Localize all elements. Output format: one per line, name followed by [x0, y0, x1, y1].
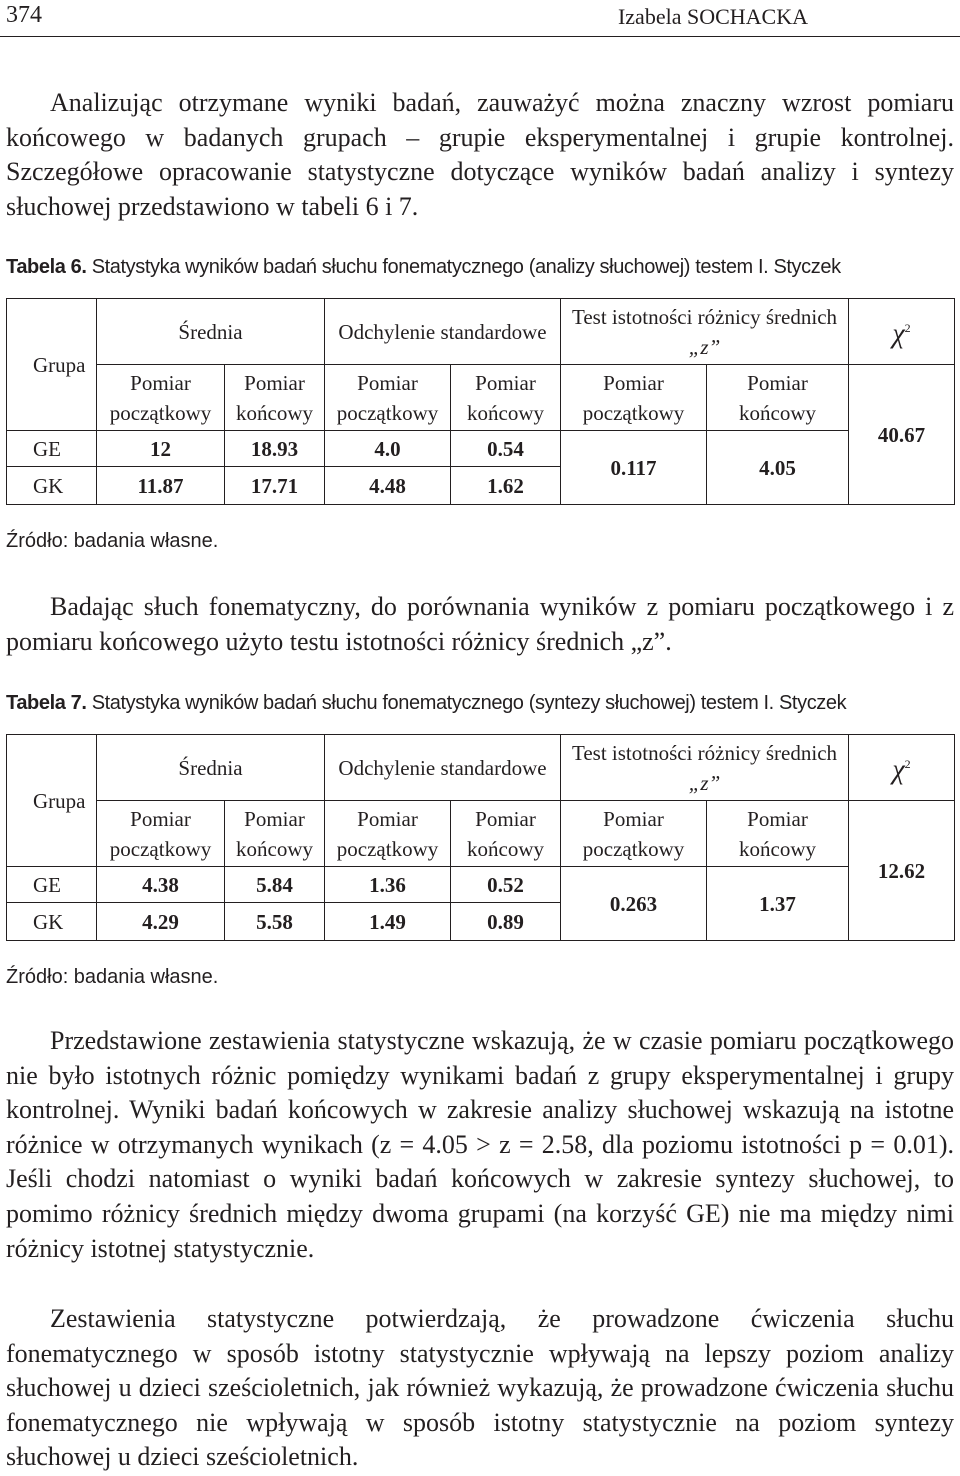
table6-head-mean-start: Pomiar początkowy	[97, 365, 225, 431]
table6-gk-mean-start: 11.87	[97, 467, 225, 505]
table7-gk-mean-end: 5.58	[225, 903, 325, 941]
table7-head-test	[561, 735, 849, 801]
table7	[6, 734, 955, 941]
chi-symbol: χ	[892, 318, 905, 350]
table6-head-test	[561, 299, 849, 365]
table6-chi-value: 40.67	[849, 365, 955, 505]
table7-head-test-label: Test istotności różnicy średnich	[571, 740, 838, 765]
table7-gk-mean-start: 4.29	[97, 903, 225, 941]
table7-head-z-start: Pomiar początkowy	[561, 801, 707, 867]
running-head-author: Izabela SOCHACKA	[617, 4, 808, 29]
table6-z-start: 0.117	[561, 431, 707, 505]
table7-z-start: 0.263	[561, 867, 707, 941]
table7-ge-mean-end: 5.84	[225, 867, 325, 903]
table6-head-srednia: Średnia	[97, 299, 325, 365]
table6-caption-text: Statystyka wyników badań słuchu fonematycznego (analizy słuchowej) testem I. Styczek	[91, 256, 841, 278]
table6-head-grupa: Grupa	[7, 299, 97, 431]
chi-symbol: χ	[892, 754, 905, 786]
table7-caption-label: Tabela 7.	[6, 692, 87, 714]
paragraph-method	[6, 590, 954, 659]
table7-head-srednia: Średnia	[97, 735, 325, 801]
table7-ge-sd-start: 1.36	[325, 867, 451, 903]
table6-head-test-label: Test istotności różnicy średnich	[571, 304, 838, 329]
table7-head-sd-start: Pomiar początkowy	[325, 801, 451, 867]
table-row	[7, 867, 955, 903]
table6-ge-mean-end: 18.93	[225, 431, 325, 467]
table7-ge-group: GE	[7, 867, 97, 903]
table6-gk-group: GK	[7, 467, 97, 505]
table7-head-mean-end: Pomiar końcowy	[225, 801, 325, 867]
page-header	[0, 0, 960, 37]
table6-gk-sd-start: 4.48	[325, 467, 451, 505]
paragraph-intro: Analizując otrzymane wyniki badań, zauważyć można znaczny wzrost pomiaru końcowego w badanych grupach – grupie eksperymentalnej i grupie kontrolnej. Szczegółowe opracowanie statystyczne dotyczące wyników badań analizy i syntezy słuchowej przedstawiono w tabeli 6 i 7.	[6, 88, 954, 221]
table6-ge-sd-end: 0.54	[451, 431, 561, 467]
table7-head-odchylenie: Odchylenie standardowe	[325, 735, 561, 801]
table7-gk-sd-start: 1.49	[325, 903, 451, 941]
table7-ge-mean-start: 4.38	[97, 867, 225, 903]
paragraph-summary: Zestawienia statystyczne potwierdzają, że prowadzone ćwiczenia słuchu fonematycznego w sposób istotny statystycznie wpływają na lepszy poziom analizy słuchowej u dzieci sześcioletnich, jak również wykazują, że prowadzone ćwiczenia słuchu fonematycznego nie wpływają w sposób istotny statystycznie na poziom syntezy słuchowej u dzieci sześcioletnich.	[6, 1304, 954, 1472]
table-row	[7, 431, 955, 467]
table7-gk-sd-end: 0.89	[451, 903, 561, 941]
table7-head-chi	[849, 735, 955, 801]
table6-head-sd-end: Pomiar końcowy	[451, 365, 561, 431]
table7-caption-text: Statystyka wyników badań słuchu fonematycznego (syntezy słuchowej) testem I. Styczek	[91, 692, 847, 714]
table7-gk-group: GK	[7, 903, 97, 941]
table7-ge-sd-end: 0.52	[451, 867, 561, 903]
table6-head-odchylenie: Odchylenie standardowe	[325, 299, 561, 365]
table7-chi-value: 12.62	[849, 801, 955, 941]
table6-head-z-end: Pomiar końcowy	[707, 365, 849, 431]
table6-head-sd-start: Pomiar początkowy	[325, 365, 451, 431]
table7-head-z-symbol: „z”	[688, 770, 721, 795]
table7-head-z-end: Pomiar końcowy	[707, 801, 849, 867]
table6-head-z-start: Pomiar początkowy	[561, 365, 707, 431]
table7-head-mean-start: Pomiar początkowy	[97, 801, 225, 867]
table6-gk-sd-end: 1.62	[451, 467, 561, 505]
table6	[6, 298, 955, 505]
chi-exponent: 2	[904, 321, 911, 336]
table6-caption-label: Tabela 6.	[6, 256, 87, 278]
table6-caption	[6, 256, 841, 279]
table6-gk-mean-end: 17.71	[225, 467, 325, 505]
table7-z-end: 1.37	[707, 867, 849, 941]
table7-source: Źródło: badania własne.	[6, 966, 219, 988]
table6-ge-sd-start: 4.0	[325, 431, 451, 467]
table6-z-end: 4.05	[707, 431, 849, 505]
chi-exponent: 2	[904, 757, 911, 772]
table6-ge-group: GE	[7, 431, 97, 467]
table6-head-mean-end: Pomiar końcowy	[225, 365, 325, 431]
table7-head-sd-end: Pomiar końcowy	[451, 801, 561, 867]
table7-caption	[6, 692, 846, 715]
table7-head-grupa: Grupa	[7, 735, 97, 867]
table6-head-chi	[849, 299, 955, 365]
table6-head-z-symbol: „z”	[688, 334, 721, 359]
page-number: 374	[6, 2, 42, 28]
table6-ge-mean-start: 12	[97, 431, 225, 467]
paragraph-conclusions: Przedstawione zestawienia statystyczne wskazują, że w czasie pomiaru początkowego nie było istotnych różnic pomiędzy wynikami badań z grupy eksperymentalnej i grupy kontrolnej. Wyniki badań końcowych w zakresie analizy słuchowej wskazują na istotne różnice w otrzymanych wynikach (z = 4.05 > z = 2.58, dla poziomu istotności p = 0.01). Jeśli chodzi natomiast o wyniki badań końcowych w zakresie syntezy słuchowej, to pomimo różnicy średnich między dwoma grupami (na korzyść GE) nie ma między nimi różnicy istotnej statystycznie.	[6, 1026, 954, 1263]
table6-source: Źródło: badania własne.	[6, 530, 219, 552]
paragraph-method-text: Badając słuch fonematyczny, do porównania wyników z pomiaru początkowego i z pomiaru końcowego użyto testu istotności różnicy średnich „z”.	[6, 592, 954, 656]
